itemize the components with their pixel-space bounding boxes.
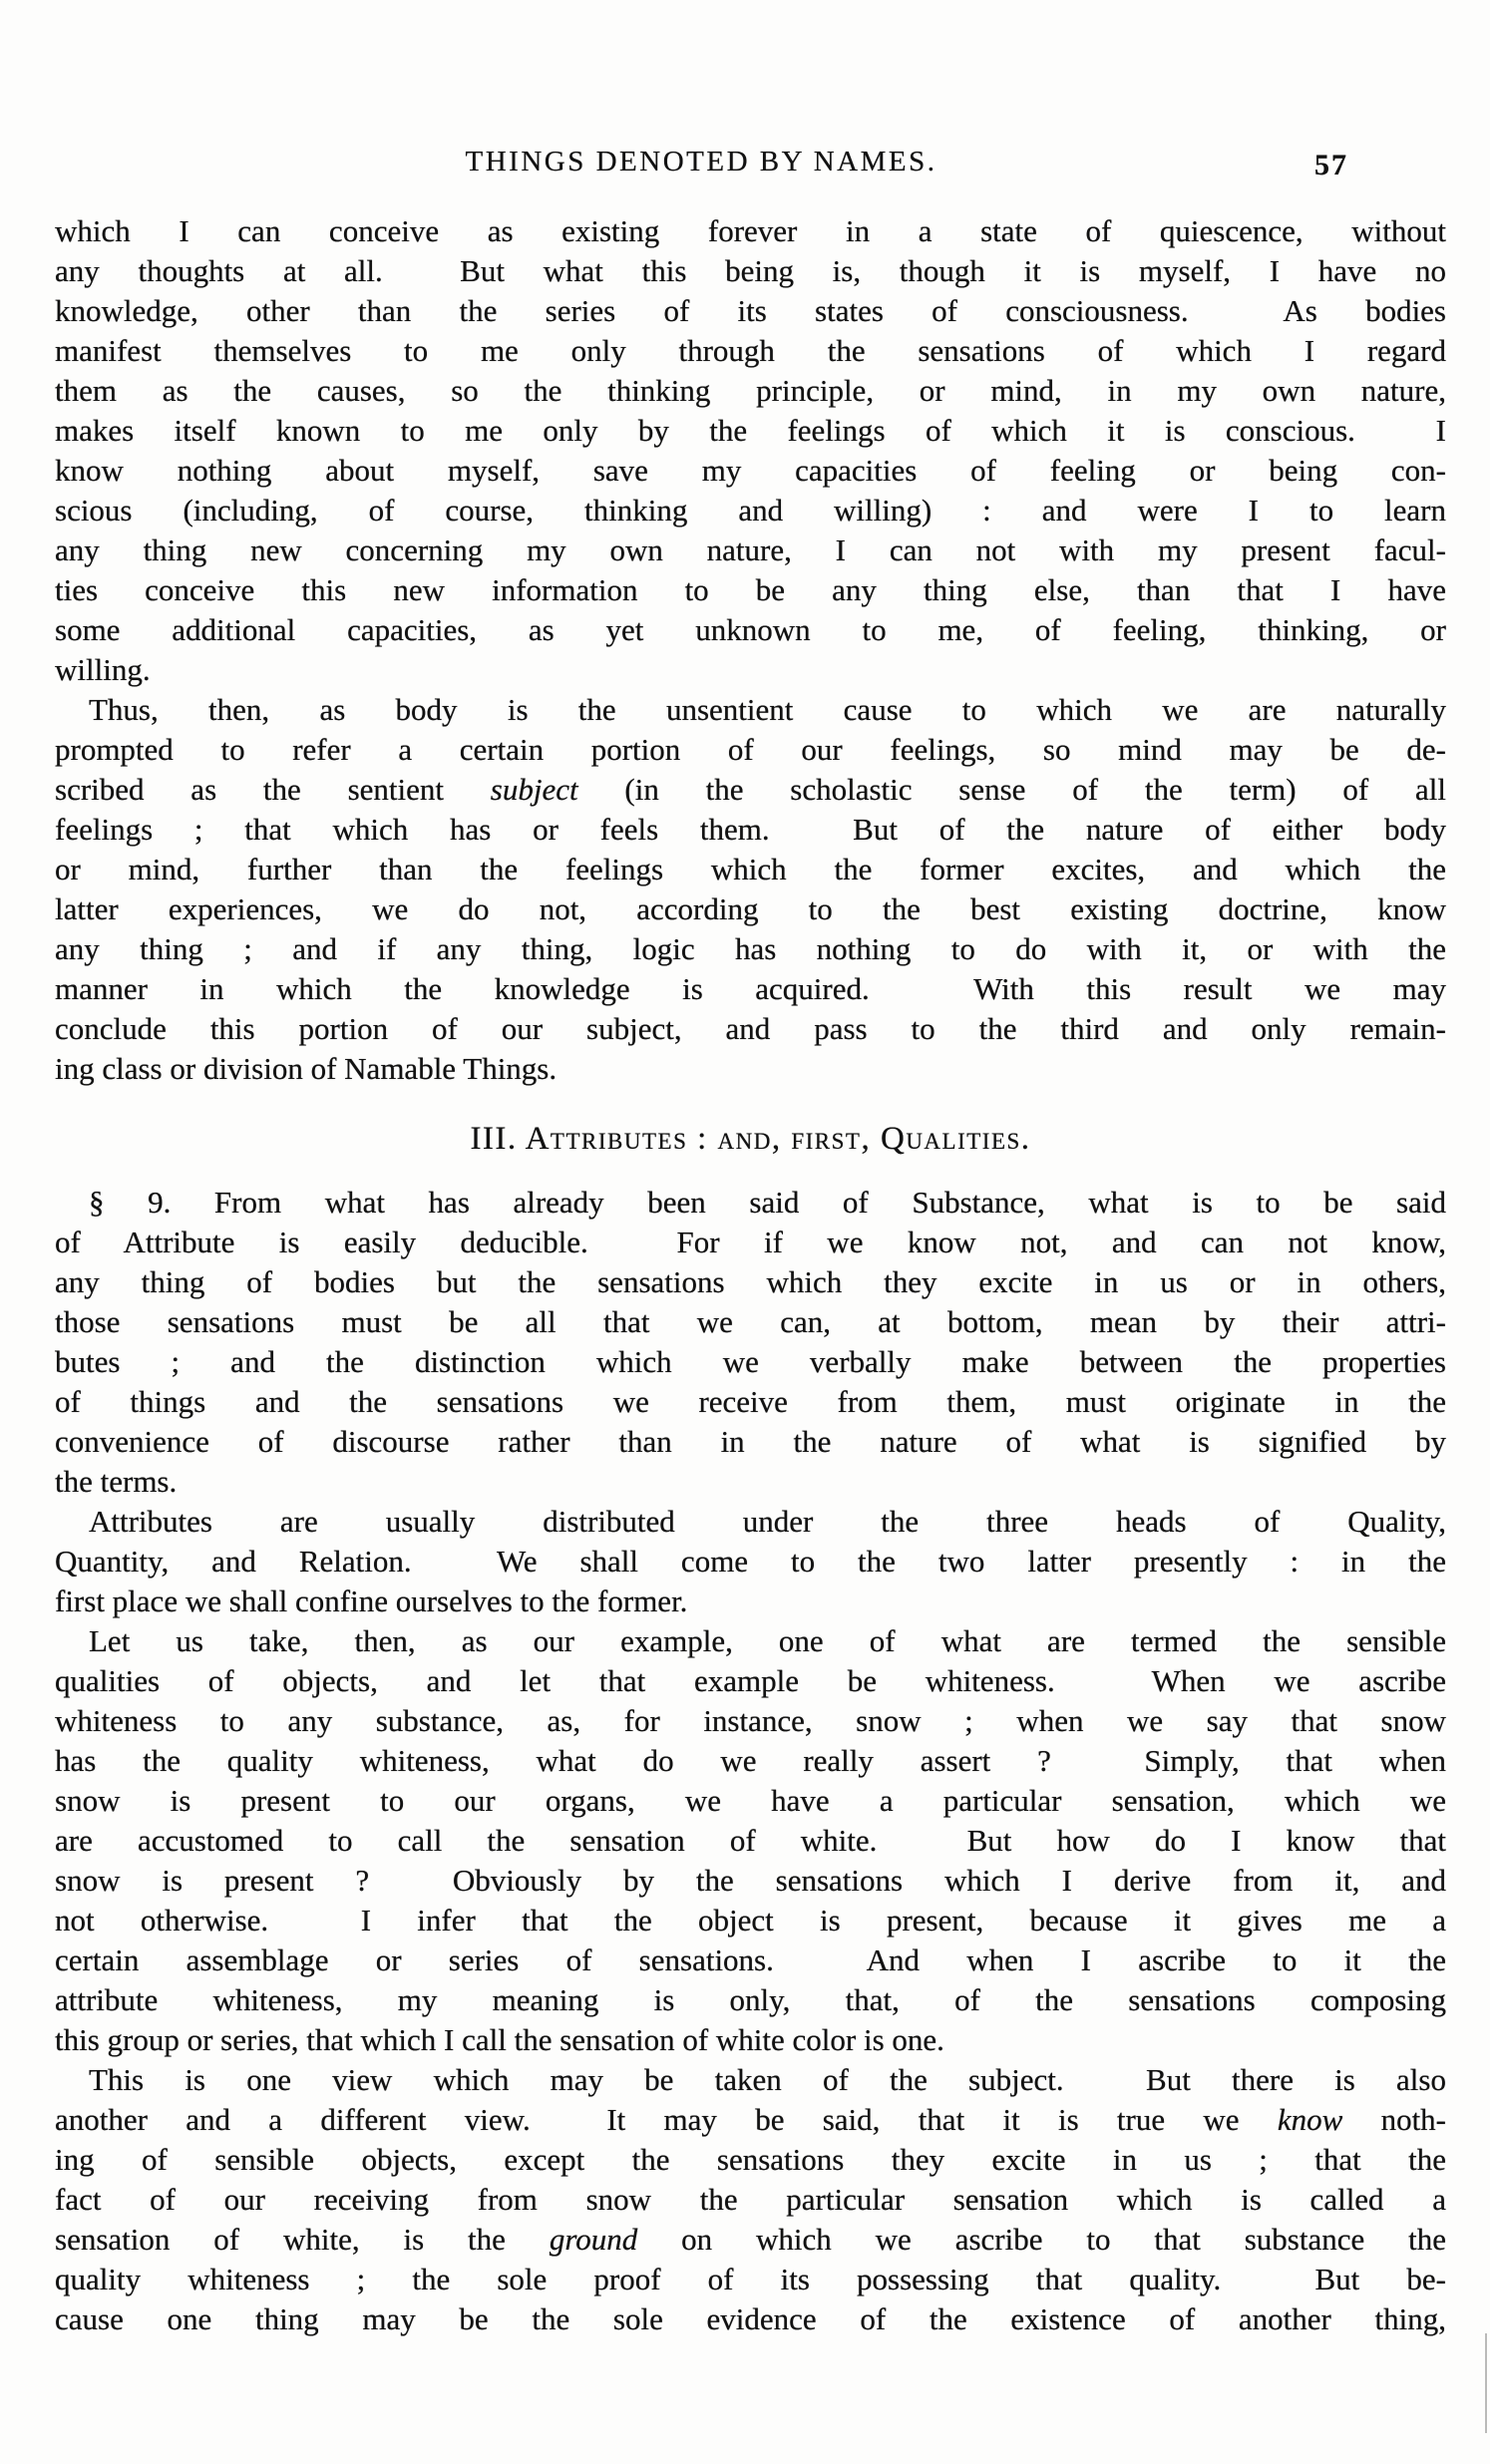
- text-line: [55, 491, 1446, 530]
- text-segment: of Attribute is easily deducible. For if we know not, and can not know,: [55, 1225, 1446, 1259]
- text-line: [55, 1223, 1446, 1262]
- text-line: [55, 1542, 1446, 1582]
- text-line: [55, 730, 1446, 770]
- paragraphs-before-heading: [55, 211, 1446, 1089]
- paragraph: [55, 1183, 1446, 1502]
- text-line: [55, 2140, 1446, 2180]
- text-segment: knowledge, other than the series of its states of consciousness. As bodies: [55, 293, 1446, 328]
- scan-edge-artifact: [1485, 2333, 1487, 2433]
- text-line: [55, 1049, 1446, 1089]
- text-line: [55, 1901, 1446, 1940]
- text-line: [55, 1980, 1446, 2020]
- text-line: [55, 291, 1446, 331]
- text-line: [55, 610, 1446, 650]
- text-segment: them as the causes, so the thinking principle, or mind, in my own nature,: [55, 373, 1446, 408]
- text-line: [55, 850, 1446, 889]
- text-line: [55, 1582, 1446, 1621]
- text-segment: another and a different view. It may be said, that it is true we: [55, 2102, 1278, 2137]
- paragraph: [55, 1502, 1446, 1621]
- text-line: [55, 411, 1446, 451]
- text-segment: ing of sensible objects, except the sensations they excite in us ; that the: [55, 2142, 1446, 2177]
- text-line: [55, 1262, 1446, 1302]
- page-header-title: THINGS DENOTED BY NAMES.: [465, 146, 937, 177]
- text-line: [55, 2180, 1446, 2220]
- paragraph: [55, 2060, 1446, 2339]
- text-segment: on which we ascribe to that substance the: [637, 2222, 1447, 2257]
- text-line: [55, 331, 1446, 371]
- text-segment: prompted to refer a certain portion of our feelings, so mind may be de-: [55, 732, 1446, 767]
- text-segment: This is one view which may be taken of the subject. But there is also: [89, 2062, 1446, 2097]
- text-segment: noth-: [1342, 2102, 1446, 2137]
- text-line: [55, 251, 1446, 291]
- page-body: [55, 211, 1446, 2339]
- text-line: [55, 1009, 1446, 1049]
- text-segment: snow is present ? Obviously by the sensations which I derive from it, and: [55, 1863, 1446, 1898]
- text-line: [55, 1422, 1446, 1462]
- text-line: [55, 1302, 1446, 1342]
- italic-text-segment: ground: [549, 2222, 638, 2257]
- text-segment: cause one thing may be the sole evidence of the existence of another thing,: [55, 2301, 1446, 2336]
- text-segment: some additional capacities, as yet unknown to me, of feeling, thinking, or: [55, 612, 1446, 647]
- text-line: [55, 1940, 1446, 1980]
- text-segment: whiteness to any substance, as, for instance, snow ; when we say that snow: [55, 1703, 1446, 1738]
- section-heading: III. Attributes : and, first, Qualities.: [470, 1121, 1031, 1157]
- text-segment: which I can conceive as existing forever in a state of quiescence, without: [55, 213, 1446, 248]
- text-segment: qualities of objects, and let that example be whiteness. When we ascribe: [55, 1663, 1446, 1698]
- text-line: [55, 1821, 1446, 1861]
- text-line: [55, 371, 1446, 411]
- text-segment: this group or series, that which I call the sensation of white color is one.: [55, 2022, 944, 2057]
- paragraph: [55, 1621, 1446, 2060]
- text-segment: manifest themselves to me only through the sensations of which I regard: [55, 333, 1446, 368]
- text-segment: ing class or division of Namable Things.: [55, 1051, 558, 1086]
- text-line: [55, 1741, 1446, 1781]
- text-segment: conclude this portion of our subject, and pass to the third and only remain-: [55, 1011, 1446, 1046]
- text-segment: the terms.: [55, 1464, 178, 1499]
- text-line: [55, 969, 1446, 1009]
- page-number: 57: [1314, 149, 1348, 181]
- text-segment: fact of our receiving from snow the particular sensation which is called a: [55, 2182, 1446, 2217]
- text-line: [55, 1781, 1446, 1821]
- text-line: [55, 650, 1446, 690]
- text-line: [55, 810, 1446, 850]
- paragraphs-after-heading: [55, 1183, 1446, 2339]
- paragraph: [55, 690, 1446, 1089]
- text-segment: certain assemblage or series of sensations. And when I ascribe to it the: [55, 1942, 1446, 1977]
- text-segment: any thing ; and if any thing, logic has nothing to do with it, or with the: [55, 931, 1446, 966]
- text-line: [55, 1183, 1446, 1223]
- text-line: [55, 211, 1446, 251]
- text-segment: Thus, then, as body is the unsentient cause to which we are naturally: [89, 692, 1446, 727]
- text-line: [55, 1342, 1446, 1382]
- paragraph: [55, 211, 1446, 690]
- text-segment: not otherwise. I infer that the object is present, because it gives me a: [55, 1903, 1446, 1937]
- text-line: [55, 530, 1446, 570]
- text-line: [55, 770, 1446, 810]
- text-line: [55, 1861, 1446, 1901]
- text-segment: has the quality whiteness, what do we really assert ? Simply, that when: [55, 1743, 1446, 1778]
- text-segment: first place we shall confine ourselves to the former.: [55, 1584, 688, 1618]
- italic-text-segment: know: [1277, 2102, 1343, 2137]
- text-segment: butes ; and the distinction which we verbally make between the properties: [55, 1344, 1446, 1379]
- text-line: [55, 570, 1446, 610]
- text-segment: snow is present to our organs, we have a particular sensation, which we: [55, 1783, 1446, 1818]
- text-segment: latter experiences, we do not, according to the best existing doctrine, know: [55, 891, 1446, 926]
- text-segment: Let us take, then, as our example, one of what are termed the sensible: [89, 1623, 1446, 1658]
- text-line: [55, 2220, 1446, 2260]
- text-segment: sensation of white, is the: [55, 2222, 550, 2257]
- text-line: [55, 2100, 1446, 2140]
- italic-text-segment: subject: [490, 772, 578, 807]
- text-segment: quality whiteness ; the sole proof of its possessing that quality. But be-: [55, 2262, 1446, 2296]
- text-line: [55, 1701, 1446, 1741]
- text-segment: are accustomed to call the sensation of white. But how do I know that: [55, 1823, 1446, 1858]
- text-segment: makes itself known to me only by the feelings of which it is conscious. I: [55, 413, 1446, 448]
- text-segment: any thing of bodies but the sensations which they excite in us or in others,: [55, 1264, 1446, 1299]
- text-segment: any thoughts at all. But what this being is, though it is myself, I have no: [55, 253, 1446, 288]
- text-segment: or mind, further than the feelings which the former excites, and which the: [55, 852, 1446, 886]
- text-segment: § 9. From what has already been said of Substance, what is to be said: [89, 1185, 1446, 1220]
- text-line: [55, 451, 1446, 491]
- text-line: [55, 2260, 1446, 2299]
- running-head: [0, 146, 1402, 178]
- text-line: [55, 1661, 1446, 1701]
- text-segment: feelings ; that which has or feels them. But of the nature of either body: [55, 812, 1446, 847]
- text-line: [55, 690, 1446, 730]
- text-line: [55, 1462, 1446, 1502]
- text-segment: any thing new concerning my own nature, I can not with my present facul-: [55, 532, 1446, 567]
- text-segment: willing.: [55, 652, 151, 687]
- text-segment: scribed as the sentient: [55, 772, 491, 807]
- text-segment: Quantity, and Relation. We shall come to the two latter presently : in the: [55, 1544, 1446, 1579]
- text-line: [55, 929, 1446, 969]
- text-segment: scious (including, of course, thinking and willing) : and were I to learn: [55, 493, 1446, 528]
- text-segment: those sensations must be all that we can, at bottom, mean by their attri-: [55, 1304, 1446, 1339]
- text-segment: ties conceive this new information to be any thing else, than that I have: [55, 572, 1446, 607]
- text-line: [55, 2299, 1446, 2339]
- text-segment: attribute whiteness, my meaning is only, that, of the sensations composing: [55, 1982, 1446, 2017]
- text-segment: manner in which the knowledge is acquired. With this result we may: [55, 971, 1446, 1006]
- text-line: [55, 889, 1446, 929]
- text-line: [55, 2020, 1446, 2060]
- text-segment: Attributes are usually distributed under the three heads of Quality,: [89, 1504, 1446, 1539]
- text-segment: know nothing about myself, save my capacities of feeling or being con-: [55, 453, 1446, 488]
- text-line: [55, 1382, 1446, 1422]
- text-segment: of things and the sensations we receive from them, must originate in the: [55, 1384, 1446, 1419]
- text-segment: convenience of discourse rather than in the nature of what is signified by: [55, 1424, 1446, 1459]
- text-line: [55, 1621, 1446, 1661]
- text-segment: (in the scholastic sense of the term) of all: [577, 772, 1446, 807]
- text-line: [55, 1502, 1446, 1542]
- text-line: [55, 2060, 1446, 2100]
